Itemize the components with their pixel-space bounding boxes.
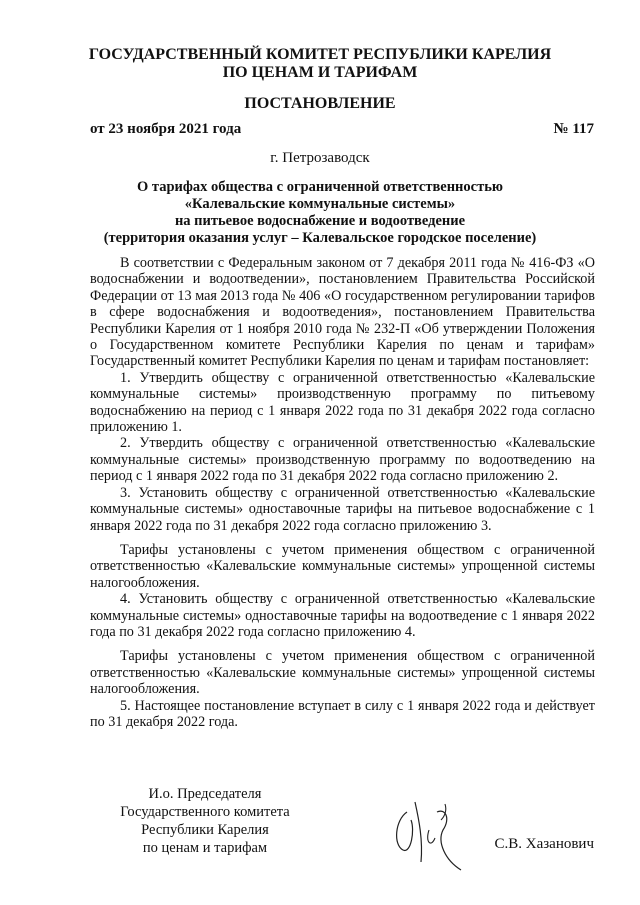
title-line2: «Калевальские коммунальные системы»: [184, 196, 456, 212]
title-line3: на питьевое водоснабжение и водоотведение: [174, 213, 466, 229]
item-4-paragraph: 4. Установить обществу с ограниченной ответственностью «Калевальские коммунальные системы» одноставочные тарифы на водоотведение с 1 января 2022 года по 31 декабря 2022 года согласно приложению 4.: [90, 591, 595, 640]
signatory-title-block: [100, 785, 310, 857]
handwritten-signature: [385, 790, 475, 880]
document-city: г. Петрозаводск: [270, 150, 370, 166]
signatory-title-line3: Республики Карелия: [141, 822, 269, 838]
signatory-name: С.В. Хазанович: [494, 836, 594, 852]
signatory-title-line1: И.о. Председателя: [148, 786, 262, 802]
document-body: [90, 255, 595, 730]
org-name-line1: ГОСУДАРСТВЕННЫЙ КОМИТЕТ РЕСПУБЛИКИ КАРЕЛИЯ: [88, 46, 552, 63]
preamble-paragraph: В соответствии с Федеральным законом от 7 декабря 2011 года № 416-ФЗ «О водоснабжении и водоотведении», постановлением Правительства Российской Федерации от 13 мая 2013 года № 406 «О государственном регулировании тарифов в сфере водоснабжения и водоотведения», постановлением Правительства Республики Карелия от 1 ноября 2010 года № 232-П «Об утверждении Положения о Государственном комитете Республики Карелия по ценам и тарифам» Государственный комитет Республики Карелия по ценам и тарифам постановляет:: [90, 255, 595, 370]
item-2-paragraph: 2. Утвердить обществу с ограниченной ответственностью «Калевальские коммунальные системы» производственную программу по водоотведению на период с 1 января 2022 года по 31 декабря 2022 года согласно приложению 2.: [90, 435, 595, 485]
title-line1: О тарифах общества с ограниченной ответственностью: [137, 179, 503, 195]
item-4-note-paragraph: Тарифы установлены с учетом применения обществом с ограниченной ответственностью «Калевальские коммунальные системы» упрощенной системы налогообложения.: [90, 648, 595, 698]
document-number: № 117: [553, 121, 594, 137]
item-3-note-paragraph: Тарифы установлены с учетом применения обществом с ограниченной ответственностью «Калевальские коммунальные системы» упрощенной системы налогообложения.: [90, 541, 595, 591]
document-type: ПОСТАНОВЛЕНИЕ: [244, 95, 396, 112]
title-line4: (территория оказания услуг – Калевальское городское поселение): [103, 230, 537, 246]
item-5-paragraph: 5. Настоящее постановление вступает в силу с 1 января 2022 года и действует по 31 декабря 2022 года.: [90, 697, 595, 730]
signatory-title-line2: Государственного комитета: [120, 804, 290, 820]
item-1-paragraph: 1. Утвердить обществу с ограниченной ответственностью «Калевальские коммунальные системы» производственную программу по питьевому водоснабжению на период с 1 января 2022 года по 31 декабря 2022 года согласно приложению 1.: [90, 369, 595, 436]
document-date: от 23 ноября 2021 года: [90, 121, 242, 137]
signatory-title-line4: по ценам и тарифам: [142, 840, 268, 856]
org-name-line2: ПО ЦЕНАМ И ТАРИФАМ: [222, 64, 418, 81]
item-3-paragraph: 3. Установить обществу с ограниченной ответственностью «Калевальские коммунальные системы» одноставочные тарифы на питьевое водоснабжение с 1 января 2022 года по 31 декабря 2022 года согласно приложению 3.: [90, 484, 595, 534]
